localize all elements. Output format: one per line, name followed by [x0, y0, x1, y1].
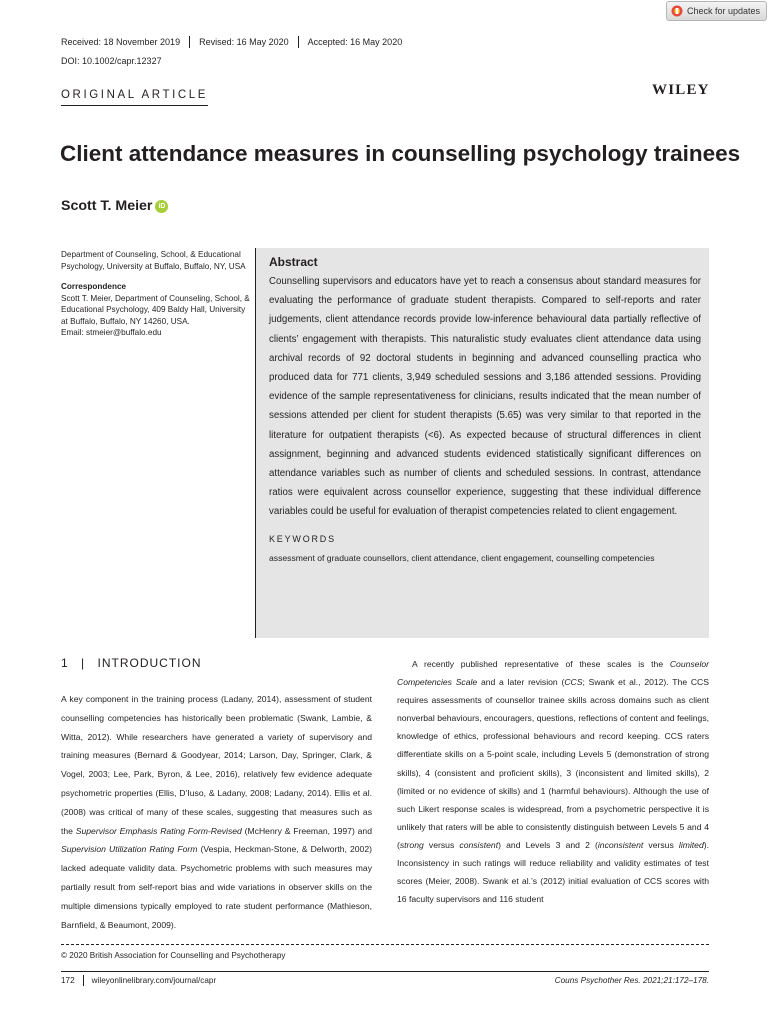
keywords: assessment of graduate counsellors, client attendance, client engagement, counselling competencies [269, 552, 655, 563]
footnote-divider [61, 944, 709, 945]
page-number: 172 [61, 975, 84, 986]
scale-abbrev: CCS [564, 677, 583, 688]
page-footer [61, 975, 709, 986]
footer-rule [61, 971, 709, 972]
abstract-text: Counselling supervisors and educators have yet to reach a consensus about standard measures for evaluating the performance of graduate student therapists. Compared to self-reports and rater judgements, client attendance records provide low-inference behavioural data partially reflective of clients’ engagement with therapists. This naturalistic study evaluates client attendance data using archival records of 92 doctoral students in beginning and advanced counselling practica who produced data for 771 clients, 3,949 scheduled sessions and 3,186 attended sessions. Providing evidence of the sample representativeness for clinicians, results indicated that the mean number of sessions attended per client for student therapists (5.65) was very similar to that reported in the literature for outpatient therapists (<6). As expected because of structural differences in client assignment, beginning and advanced students evidenced statistically significant differences on attendance variables such as number of clients and scheduled sessions. In contrast, attendance ratios were equivalent across counsellor experience, suggesting that these individual difference variables could be useful for evaluation of therapist competencies related to client engagement. [269, 276, 701, 518]
text-run: A key component in the training process (Ladany, 2014), assessment of student counselling competencies has historically been problematic (Swank, Lambie, & Witta, 2012). While researchers have generated a variety of supervisory and training measures (Bernard & Goodyear, 2014; Larson, Day, Springer, Clark, & Vogel, 2003; Lee, Park, Byron, & Lee, 2016), relatively few evidence adequate psychometric properties (Ellis, D’Iuso, & Ladany, 2008; Ladany, 2014). Ellis et al. (2008) was critical of many of these scales, suggesting that measures such as the [61, 694, 372, 836]
intro-paragraph-1 [61, 690, 372, 934]
text-run: ). Inconsistency in such ratings will reduce reliability and validity estimates of test scores (Meier, 2008). Swank et al.’s (2012) initial evaluation of CCS scores with 16 faculty supervisors and 116 student [397, 839, 709, 905]
emphasis: inconsistent [597, 839, 644, 850]
emphasis: limited [678, 839, 704, 850]
check-for-updates-label: Check for updates [687, 6, 761, 16]
received-date: Received: 18 November 2019 [61, 37, 181, 47]
scale-name: Counselor Competencies Scale [397, 659, 709, 688]
doi[interactable]: DOI: 10.1002/capr.12327 [61, 56, 162, 66]
article-type: ORIGINAL ARTICLE [61, 88, 208, 106]
author [61, 196, 168, 216]
accepted-date: Accepted: 16 May 2020 [298, 36, 412, 48]
publisher-logo: WILEY [652, 82, 710, 98]
abstract-box [255, 248, 709, 638]
article-title: Client attendance measures in counselling psychology trainees [60, 141, 741, 166]
intro-paragraph-2 [397, 655, 709, 908]
text-run: (Vespia, Heckman-Stone, & Delworth, 2002) lacked adequate validity data. Psychometric problems with such measures may partially result from self-report bias and wide variations in observer skills on the multiple dimensions typically employed to rate student performance (Mathieson, Barnfield, & Beaumont, 2009). [61, 844, 372, 930]
copyright: © 2020 British Association for Counselling and Psychotherapy [61, 951, 286, 960]
text-run: and a later revision ( [477, 677, 565, 688]
text-run: versus [423, 839, 460, 850]
section-separator: | [81, 656, 86, 670]
emphasis: strong [399, 839, 424, 850]
text-run: versus [643, 839, 679, 850]
author-name[interactable]: Scott T. Meier [61, 198, 153, 214]
section-number: 1 [61, 656, 69, 670]
text-run: ) and Levels 3 and 2 ( [498, 839, 598, 850]
crossmark-icon [671, 5, 683, 17]
abstract-heading: Abstract [269, 255, 318, 269]
section-title: INTRODUCTION [97, 656, 202, 670]
check-for-updates-button[interactable] [666, 1, 767, 21]
keywords-heading: KEYWORDS [269, 533, 336, 544]
journal-url[interactable]: wileyonlinelibrary.com/journal/capr [91, 976, 217, 985]
revised-date: Revised: 16 May 2020 [189, 36, 298, 48]
article-dates [61, 36, 411, 48]
text-run: (McHenry & Freeman, 1997) and [241, 825, 372, 836]
correspondence-address: Scott T. Meier, Department of Counseling, School, & Educational Psychology, 409 Baldy Hall, University at Buffalo, Buffalo, NY 14260, USA. [61, 293, 250, 326]
section-heading-introduction [61, 655, 202, 671]
affiliation-block [61, 249, 251, 339]
emphasis: consistent [459, 839, 499, 850]
scale-name: Supervision Utilization Rating Form [61, 844, 198, 855]
text-run: ; Swank et al., 2012). The CCS requires assessments of counsellor trainee skills across domains such as client nonverbal behaviours, encouragers, questions, reflections of content and feelings, knowledge of ethics, professional behaviours and record keeping. CCS raters differentiate skills on a 5-point scale, including Levels 5 (demonstration of strong skills), 4 (consistent and proficient skills), 3 (inconsistent and limited skills), 2 (limited or no evidence of skills) and 1 (harmful behaviours). Although the use of such Likert response scales is widespread, from a psychometric perspective it is unlikely that raters will be able to consistently distinguish between Levels 5 and 4 ( [397, 677, 709, 850]
orcid-icon[interactable]: iD [155, 200, 168, 213]
journal-citation: Couns Psychother Res. 2021;21:172–178. [554, 976, 709, 985]
scale-name: Supervisor Emphasis Rating Form-Revised [75, 825, 242, 836]
department: Department of Counseling, School, & Educational Psychology, University at Buffalo, Buffalo, NY, USA [61, 250, 246, 271]
text-run: A recently published representative of these scales is the [412, 659, 670, 669]
correspondence-heading: Correspondence [61, 282, 127, 291]
correspondence-email[interactable]: Email: stmeier@buffalo.edu [61, 328, 162, 337]
